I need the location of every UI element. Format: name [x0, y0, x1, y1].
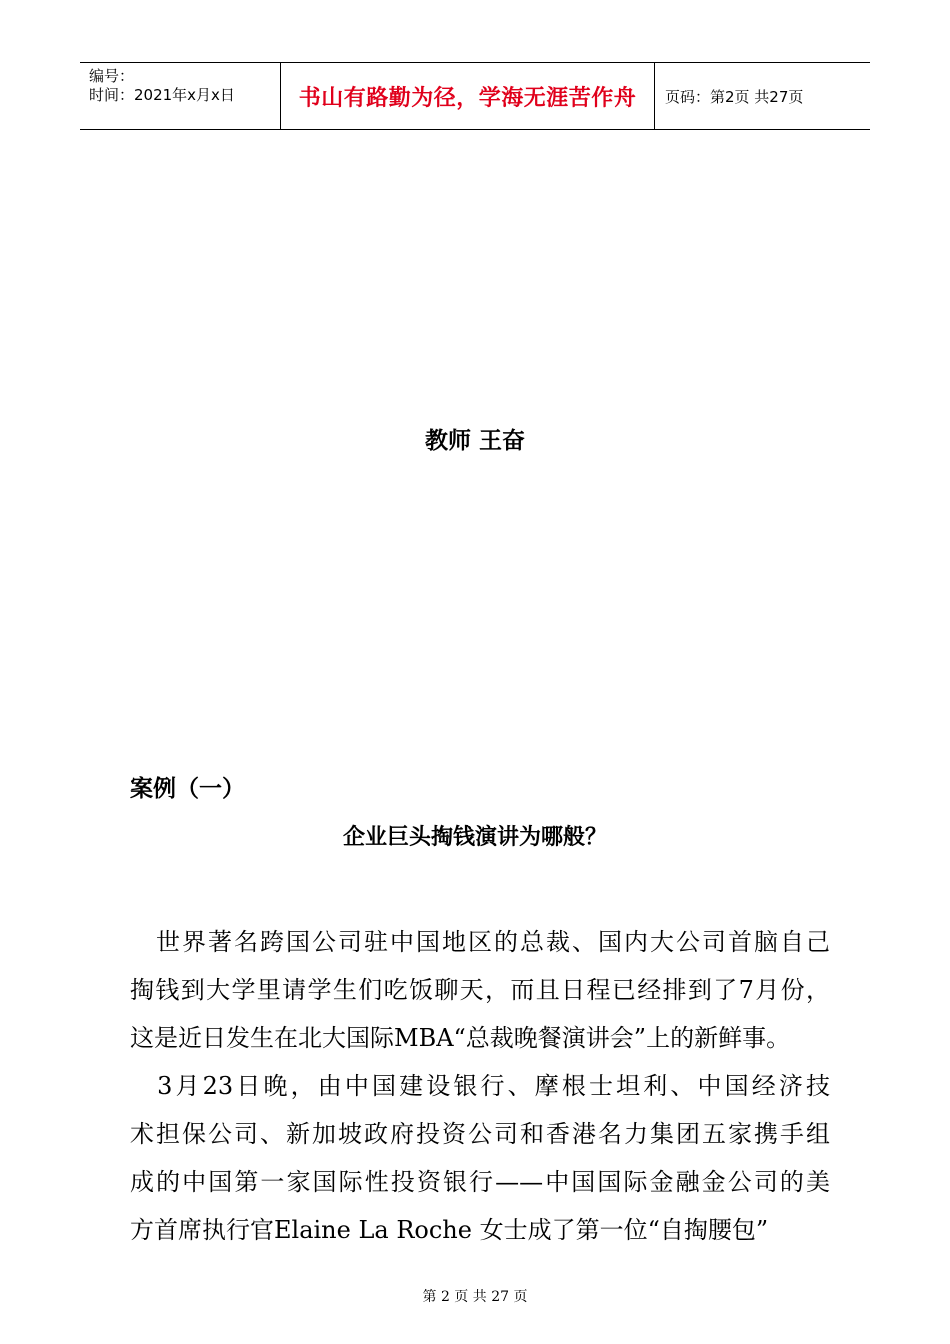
- page-label: 页码：第2页 共27页: [665, 87, 804, 106]
- body-line: 方首席执行官Elaine La Roche 女士成了第一位“自掏腰包”: [130, 1216, 769, 1244]
- body-line: 成的中国第一家国际性投资银行——中国国际金融金公司的美: [130, 1168, 830, 1196]
- header-page-cell: [655, 63, 870, 129]
- teacher-name: 教师 王奋: [424, 428, 525, 454]
- case-title: 企业巨头掏钱演讲为哪般？: [342, 825, 607, 850]
- body-text: [130, 918, 830, 1254]
- header-meta-cell: [80, 63, 281, 129]
- page-header: [80, 62, 870, 130]
- time-label: 时间：2021年x月x日: [89, 86, 235, 104]
- body-line: 掏钱到大学里请学生们吃饭聊天，而且日程已经排到了7月份，: [130, 976, 830, 1004]
- number-label: 编号：: [89, 67, 135, 85]
- body-line: 术担保公司、新加坡政府投资公司和香港名力集团五家携手组: [130, 1120, 830, 1148]
- body-line: 3月23日晚，由中国建设银行、摩根士坦利、中国经济技: [130, 1072, 830, 1100]
- header-motto-cell: [281, 63, 655, 129]
- body-line: 这是近日发生在北大国际MBA“总裁晚餐演讲会”上的新鲜事。: [130, 1024, 791, 1052]
- page-footer: 第 2 页 共 27 页: [422, 1289, 528, 1305]
- case-label: 案例（一）: [130, 776, 245, 802]
- body-line: 世界著名跨国公司驻中国地区的总裁、国内大公司首脑自己: [130, 928, 830, 956]
- motto: 书山有路勤为径，学海无涯苦作舟: [298, 85, 637, 111]
